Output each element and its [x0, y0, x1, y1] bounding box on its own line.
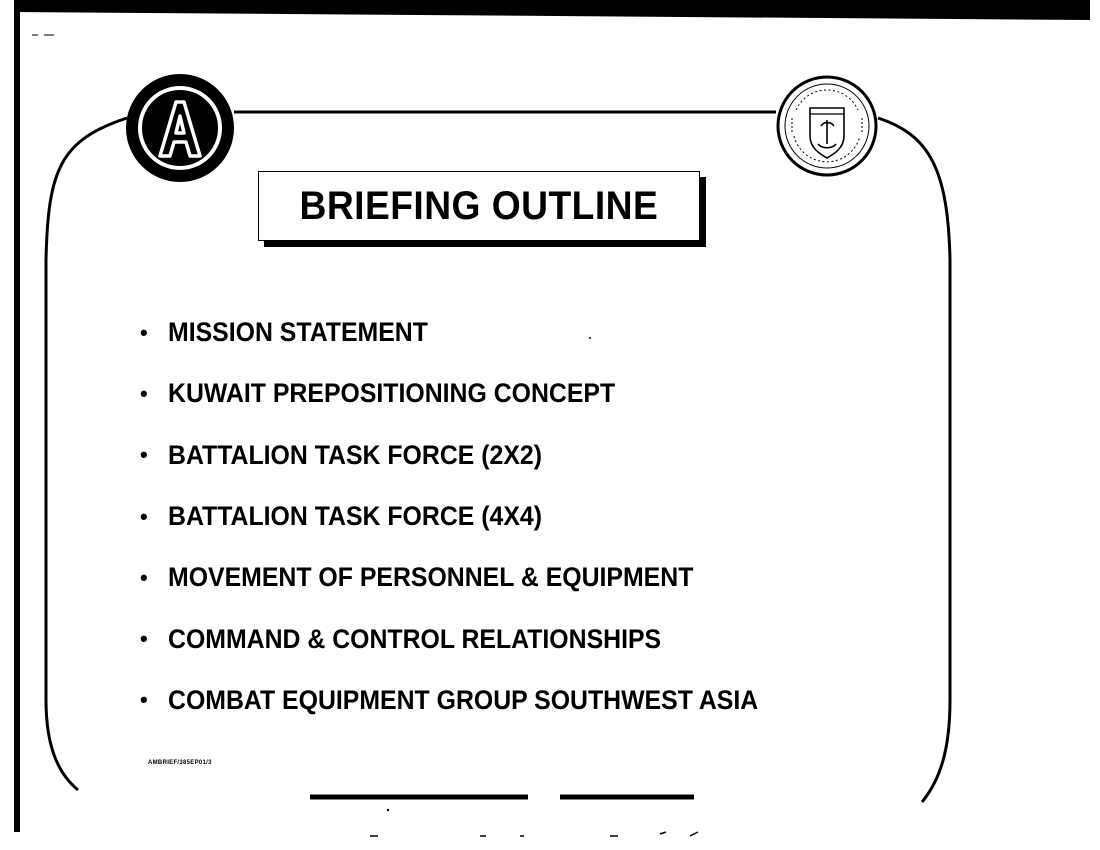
outline-item-label: MISSION STATEMENT [168, 317, 428, 348]
outline-item [140, 363, 810, 424]
outline-item [140, 302, 810, 363]
outline-item [140, 670, 810, 731]
outline-item [140, 425, 810, 486]
outline-item-label: BATTALION TASK FORCE (4X4) [168, 501, 542, 532]
outline-item-label: BATTALION TASK FORCE (2X2) [168, 439, 542, 470]
bullet-icon: • [140, 626, 148, 652]
outline-item-label: COMMAND & CONTROL RELATIONSHIPS [168, 623, 662, 654]
outline-item-label: MOVEMENT OF PERSONNEL & EQUIPMENT [168, 562, 694, 593]
bullet-icon: • [140, 564, 148, 590]
slide-title: BRIEFING OUTLINE [299, 183, 659, 228]
bullet-icon: • [140, 380, 148, 406]
bullet-icon: • [140, 319, 148, 345]
saudi-arabia-seal-icon [774, 74, 880, 178]
army-a-patch-icon [124, 72, 236, 184]
outline-item [140, 486, 810, 547]
bullet-icon: • [140, 442, 148, 468]
bullet-icon: • [140, 503, 148, 529]
outline-item-label: COMBAT EQUIPMENT GROUP SOUTHWEST ASIA [168, 684, 759, 715]
outline-item-label: KUWAIT PREPOSITIONING CONCEPT [168, 378, 616, 409]
outline-item [140, 608, 810, 669]
outline-item [140, 547, 810, 608]
title-box [258, 171, 700, 241]
document-code: AMBRIEF/385EP01/3 [148, 760, 212, 766]
outline-list [140, 302, 810, 731]
bullet-icon: • [140, 687, 148, 713]
